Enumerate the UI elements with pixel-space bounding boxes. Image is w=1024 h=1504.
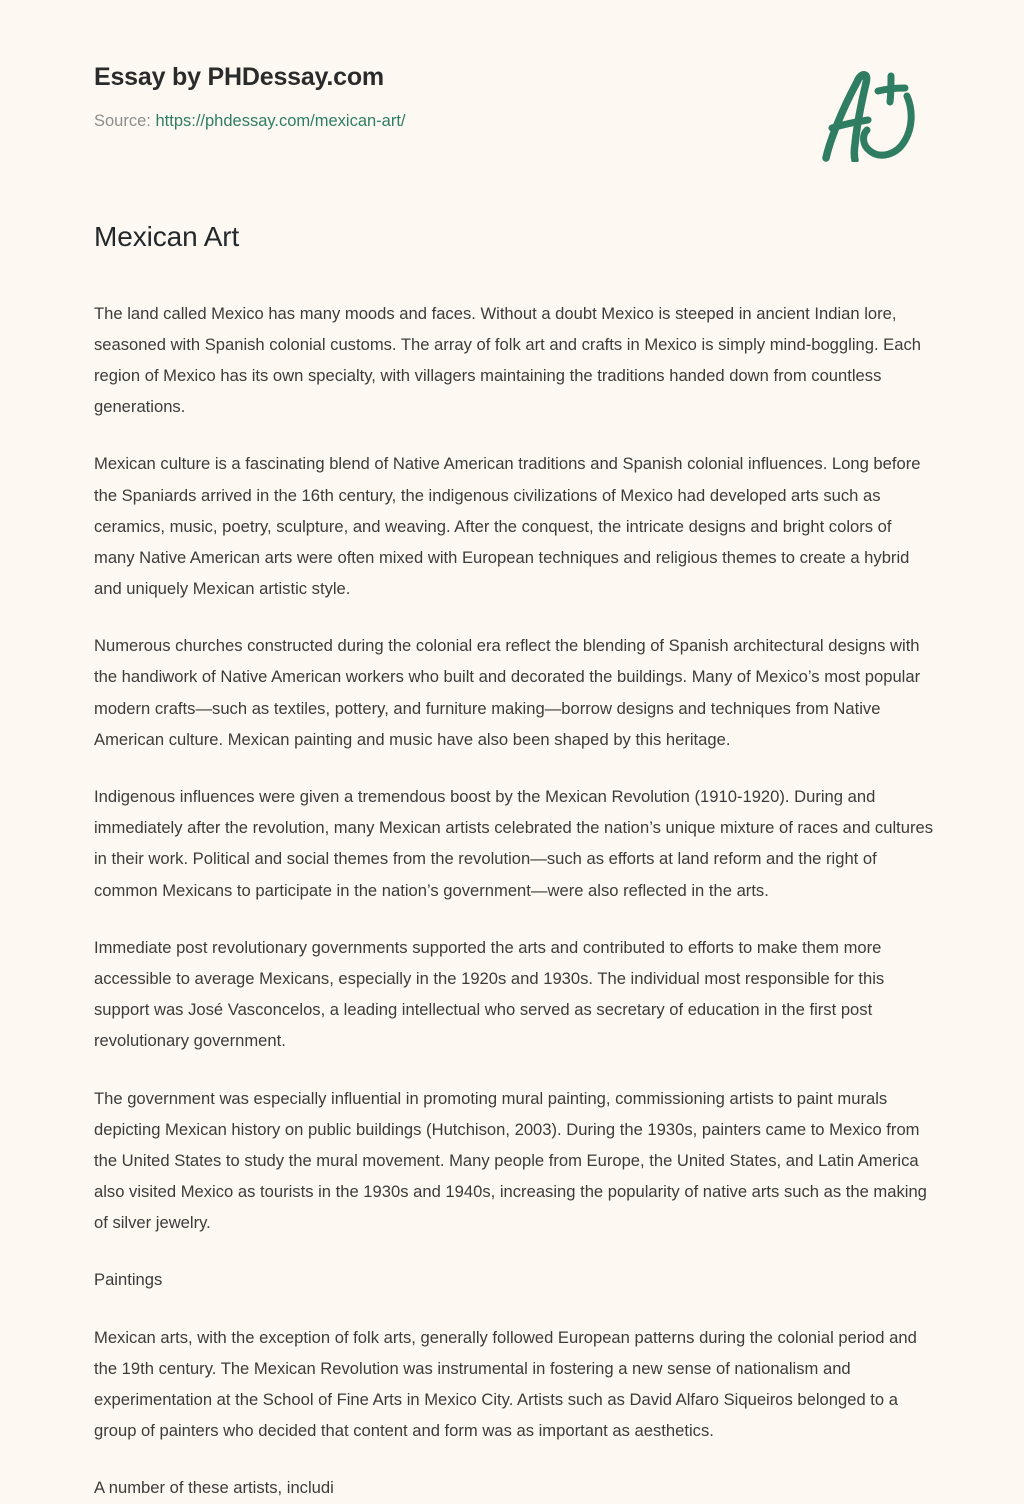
paragraph: Mexican culture is a fascinating blend of Native American traditions and Spanish colonial influences. Long before the Spaniards arrived in the 16th century, the indigenous civilizations of Mexico had developed arts such as ceramics, music, poetry, sculpture, and weaving. After the conquest, the intricate designs and bright colors of many Native American arts were often mixed with European techniques and religious themes to create a hybrid and uniquely Mexican artistic style. xyxy=(94,454,921,599)
paragraph: Indigenous influences were given a tremendous boost by the Mexican Revolution (1910-1920). During and immediately after the revolution, many Mexican artists celebrated the nation’s unique mixture of races and cultures in their work. Political and social themes from the revolution—such as efforts at land reform and the right of common Mexicans to participate in the nation’s government—were also reflected in the arts. xyxy=(94,787,934,900)
source-line xyxy=(94,111,406,132)
paragraph: The government was especially influential in promoting mural painting, commissioning artists to paint murals depicting Mexican history on public buildings (Hutchison, 2003). During the 1930s, painters came to Mexico from the United States to study the mural movement. Many people from Europe, the United States, and Latin America also visited Mexico as tourists in the 1930s and 1940s, increasing the popularity of native arts such as the making of silver jewelry. xyxy=(94,1088,927,1233)
paragraph: The land called Mexico has many moods and faces. Without a doubt Mexico is steeped in ancient Indian lore, seasoned with Spanish colonial customs. The array of folk art and crafts in Mexico is simply mind-boggling. Each region of Mexico has its own specialty, with villagers maintaining the traditions handed down from countless generations. xyxy=(94,303,922,417)
paragraph: Immediate post revolutionary governments supported the arts and contributed to efforts to make them more accessible to average Mexicans, especially in the 1920s and 1930s. The individual most responsible for this support was José Vasconcelos, a leading intellectual who served as secretary of education in the first post revolutionary government. xyxy=(94,937,885,1051)
paragraph: Numerous churches constructed during the colonial era reflect the blending of Spanish architectural designs with the handiwork of Native American workers who built and decorated the buildings. Many of Mexico’s most popular modern crafts—such as textiles, pottery, and furniture making—borrow designs and techniques from Native American culture. Mexican painting and music have also been shaped by this heritage. xyxy=(94,636,921,749)
brand-title: Essay by PHDessay.com xyxy=(94,63,384,91)
paragraph: Mexican arts, with the exception of folk arts, generally followed European patterns during the colonial period and the 19th century. The Mexican Revolution was instrumental in fostering a new sense of nationalism and experimentation at the School of Fine Arts in Mexico City. Artists such as David Alfaro Siqueiros belonged to a group of painters who decided that content and form was as important as aesthetics. xyxy=(94,1327,917,1441)
document-body xyxy=(0,220,1024,1504)
section-heading-paintings: Paintings xyxy=(94,1270,163,1290)
header-left-block xyxy=(94,62,406,132)
source-label: Source: xyxy=(94,112,151,130)
page-title: Mexican Art xyxy=(94,221,240,252)
source-url-link[interactable]: https://phdessay.com/mexican-art/ xyxy=(155,112,406,130)
paragraph-truncated: A number of these artists, includi xyxy=(94,1478,334,1498)
page-header xyxy=(0,0,1024,162)
a-plus-logo-icon xyxy=(812,66,924,162)
